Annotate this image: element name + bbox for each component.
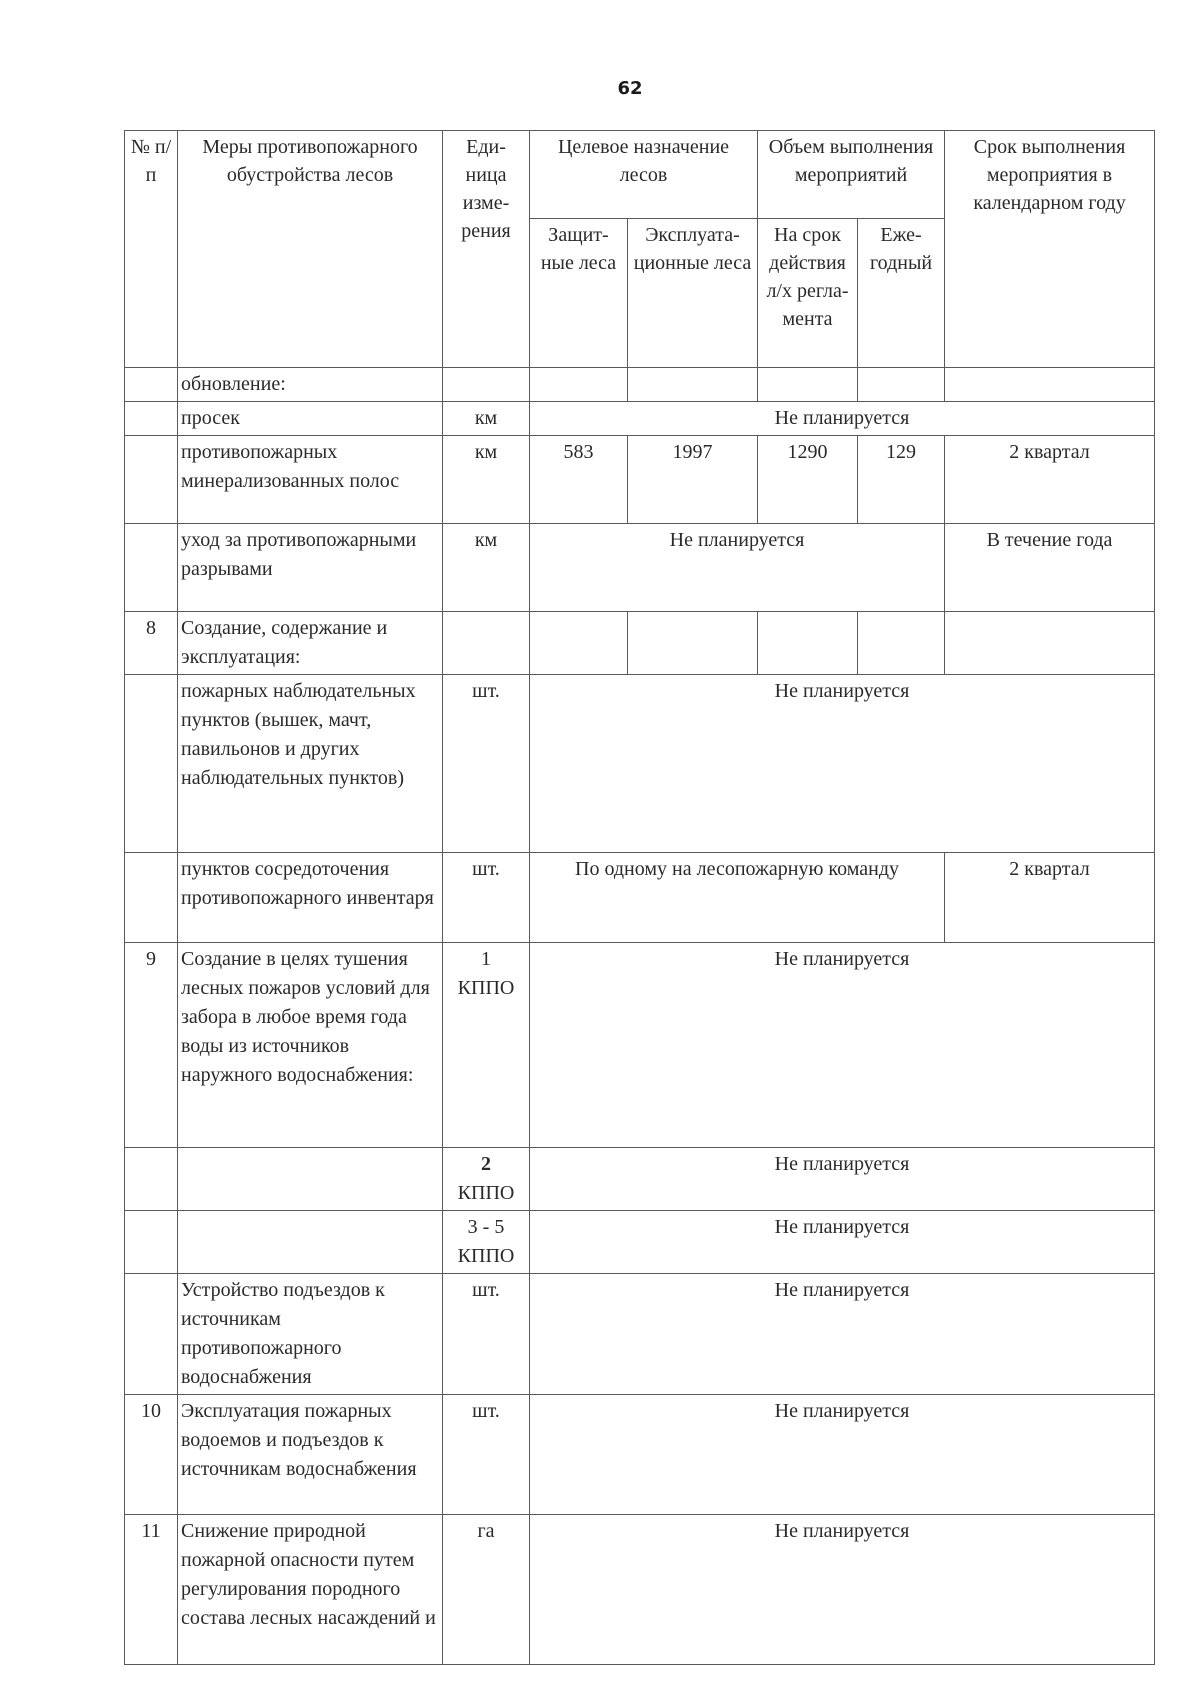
table-row [125, 524, 1155, 612]
header-volume: Объем выполнения мероприятий [758, 131, 945, 219]
measure-cell: Создание, содержание и эксплуатация: [178, 612, 443, 675]
row-number: 11 [125, 1515, 178, 1665]
header-term: На срок действия л/х регла-мента [758, 219, 858, 368]
status-cell: Не планируется [530, 402, 1155, 436]
header-measures: Меры противопожарного обустройства лесов [178, 131, 443, 368]
measure-cell: Снижение природной пожарной опасности путем регулирования породного состава лесных насаждений и [178, 1515, 443, 1665]
measure-cell: Создание в целях тушения лесных пожаров условий для забора в любое время года воды из источников наружного водоснабжения: [178, 943, 443, 1148]
table-row [125, 1211, 1155, 1274]
header-exploitation: Эксплуата-ционные леса [628, 219, 758, 368]
annual-value: 129 [858, 436, 945, 524]
measure-cell: Устройство подъездов к источникам противопожарного водоснабжения [178, 1274, 443, 1395]
unit-cell: 2 КППО [443, 1148, 530, 1211]
deadline-cell: 2 квартал [945, 436, 1155, 524]
header-num: № п/п [125, 131, 178, 368]
status-cell: Не планируется [530, 1148, 1155, 1211]
row-number: 10 [125, 1395, 178, 1515]
fire-measures-table [124, 130, 1155, 1665]
row-number: 8 [125, 612, 178, 675]
table-row [125, 675, 1155, 853]
header-row [125, 131, 1155, 219]
status-cell: Не планируется [530, 1274, 1155, 1395]
table-row [125, 1395, 1155, 1515]
status-cell: Не планируется [530, 524, 945, 612]
table-row [125, 368, 1155, 402]
status-cell: Не планируется [530, 1395, 1155, 1515]
unit-cell: 1 КППО [443, 943, 530, 1148]
table-row [125, 853, 1155, 943]
unit-cell: шт. [443, 1274, 530, 1395]
table-row [125, 943, 1155, 1148]
status-cell: Не планируется [530, 675, 1155, 853]
header-deadline: Срок выполнения мероприятия в календарном году [945, 131, 1155, 368]
term-value: 1290 [758, 436, 858, 524]
unit-cell: км [443, 402, 530, 436]
measure-cell: просек [178, 402, 443, 436]
measure-cell: обновление: [178, 368, 443, 402]
table-row [125, 1515, 1155, 1665]
deadline-cell: В течение года [945, 524, 1155, 612]
status-cell: Не планируется [530, 943, 1155, 1148]
table-row [125, 612, 1155, 675]
unit-cell: 3 - 5 КППО [443, 1211, 530, 1274]
deadline-cell: 2 квартал [945, 853, 1155, 943]
measure-cell: пунктов сосредоточения противопожарного инвентаря [178, 853, 443, 943]
exploitation-value: 1997 [628, 436, 758, 524]
table-row [125, 1274, 1155, 1395]
header-protective: Защит-ные леса [530, 219, 628, 368]
status-cell: Не планируется [530, 1211, 1155, 1274]
protective-value: 583 [530, 436, 628, 524]
measure-cell: пожарных наблюдательных пунктов (вышек, мачт, павильонов и других наблюдательных пунктов) [178, 675, 443, 853]
measure-cell: Эксплуатация пожарных водоемов и подъездов к источникам водоснабжения [178, 1395, 443, 1515]
header-purpose: Целевое назначение лесов [530, 131, 758, 219]
unit-cell: км [443, 436, 530, 524]
page-number: 62 [617, 78, 643, 99]
status-cell: По одному на лесопожарную команду [530, 853, 945, 943]
row-number: 9 [125, 943, 178, 1148]
header-unit: Еди-ница изме-рения [443, 131, 530, 368]
unit-cell: шт. [443, 853, 530, 943]
unit-cell: шт. [443, 1395, 530, 1515]
unit-cell: шт. [443, 675, 530, 853]
table-row [125, 1148, 1155, 1211]
header-annual: Еже-годный [858, 219, 945, 368]
measure-cell: уход за противопожарными разрывами [178, 524, 443, 612]
measure-cell: противопожарных минерализованных полос [178, 436, 443, 524]
unit-cell: км [443, 524, 530, 612]
unit-cell: га [443, 1515, 530, 1665]
table-row [125, 436, 1155, 524]
table-row [125, 402, 1155, 436]
status-cell: Не планируется [530, 1515, 1155, 1665]
